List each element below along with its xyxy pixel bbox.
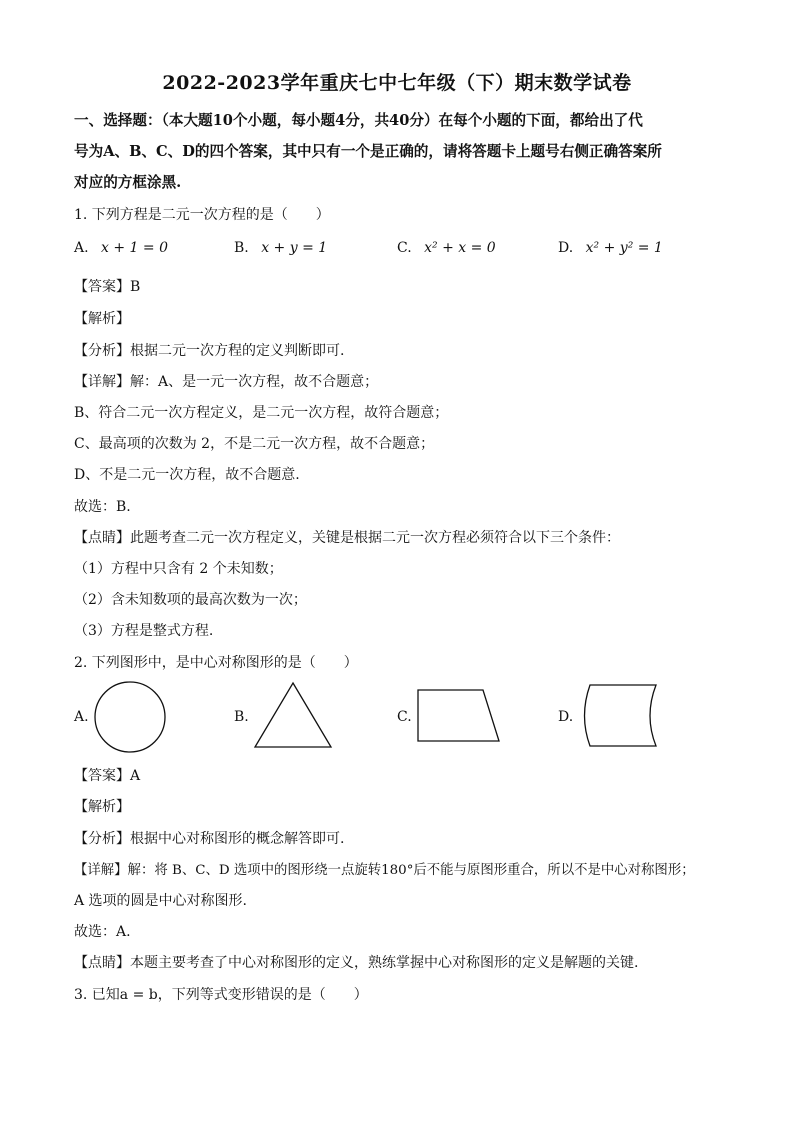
section-instructions-line-3: 对应的方框涂黑. bbox=[74, 174, 182, 191]
q1-option-d-letter: D. bbox=[558, 240, 574, 256]
q1-option-c-letter: C. bbox=[397, 240, 412, 256]
q1-condition-1: （1）方程中只含有 2 个未知数； bbox=[74, 561, 283, 577]
q1-dianjing: 【点睛】此题考查二元一次方程定义，关键是根据二元一次方程必须符合以下三个条件： bbox=[74, 530, 620, 546]
q2-stem: 2. 下列图形中，是中心对称图形的是（ ） bbox=[74, 655, 358, 671]
q1-option-d-expr: x² + y² = 1 bbox=[585, 240, 663, 256]
q1-option-d bbox=[558, 240, 663, 256]
q2-option-a-letter: A. bbox=[74, 709, 89, 725]
q2-choose: 故选：A. bbox=[74, 924, 131, 940]
circle-figure-icon bbox=[94, 681, 168, 755]
q1-option-b-letter: B. bbox=[234, 240, 249, 256]
q1-answer: 【答案】B bbox=[74, 279, 141, 295]
q1-option-a-letter: A. bbox=[74, 240, 89, 256]
q2-option-b-letter: B. bbox=[234, 709, 249, 725]
q1-option-b-expr: x + y = 1 bbox=[261, 240, 328, 256]
q1-option-b bbox=[234, 240, 327, 256]
q2-analysis-tag: 【解析】 bbox=[74, 799, 130, 815]
q2-option-d-letter: D. bbox=[558, 709, 574, 725]
q2-answer: 【答案】A bbox=[74, 768, 141, 784]
section-instructions-line-1: 一、选择题：（本大题10个小题，每小题4分，共40分）在每个小题的下面，都给出了代 bbox=[74, 112, 643, 129]
curved-rectangle-figure-icon bbox=[578, 684, 660, 748]
trapezoid-figure-icon bbox=[417, 689, 501, 743]
triangle-figure-icon bbox=[254, 682, 334, 750]
q1-option-a bbox=[74, 240, 168, 256]
q1-condition-3: （3）方程是整式方程. bbox=[74, 623, 214, 639]
q2-option-c-letter: C. bbox=[397, 709, 412, 725]
q1-analysis-tag: 【解析】 bbox=[74, 311, 130, 327]
q1-condition-2: （2）含未知数项的最高次数为一次； bbox=[74, 592, 307, 608]
q2-detail-1: 【详解】解：将 B、C、D 选项中的图形绕一点旋转180°后不能与原图形重合，所以不是中心对称图形； bbox=[74, 863, 695, 878]
q1-choose: 故选：B. bbox=[74, 499, 131, 515]
q1-option-c bbox=[397, 240, 496, 256]
q2-dianjing: 【点睛】本题主要考查了中心对称图形的定义，熟练掌握中心对称图形的定义是解题的关键. bbox=[74, 955, 639, 971]
q1-detail-1: 【详解】解：A、是一元一次方程，故不合题意； bbox=[74, 374, 379, 390]
q3-stem: 3. 已知a = b，下列等式变形错误的是（ ） bbox=[74, 987, 368, 1003]
q1-detail-4: D、不是二元一次方程，故不合题意. bbox=[74, 467, 300, 483]
q1-detail-2: B、符合二元一次方程定义，是二元一次方程，故符合题意； bbox=[74, 405, 449, 421]
q1-option-a-expr: x + 1 = 0 bbox=[101, 240, 168, 256]
q1-fenxi: 【分析】根据二元一次方程的定义判断即可. bbox=[74, 343, 345, 359]
q1-stem: 1. 下列方程是二元一次方程的是（ ） bbox=[74, 207, 330, 223]
section-instructions-line-2: 号为A、B、C、D的四个答案，其中只有一个是正确的，请将答题卡上题号右侧正确答案所 bbox=[74, 143, 662, 160]
page-title: 2022-2023学年重庆七中七年级（下）期末数学试卷 bbox=[162, 72, 632, 94]
q1-detail-3: C、最高项的次数为 2，不是二元一次方程，故不合题意； bbox=[74, 436, 435, 452]
q2-fenxi: 【分析】根据中心对称图形的概念解答即可. bbox=[74, 831, 345, 847]
q1-option-c-expr: x² + x = 0 bbox=[424, 240, 496, 256]
q2-detail-2: A 选项的圆是中心对称图形. bbox=[74, 893, 248, 909]
